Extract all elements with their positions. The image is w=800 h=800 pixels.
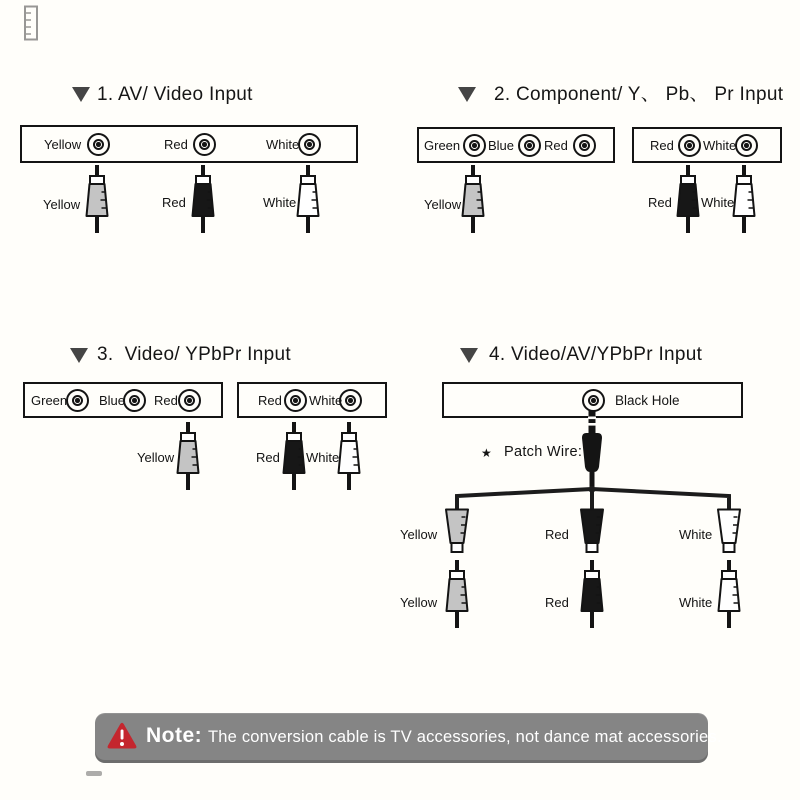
plug-label: Red xyxy=(256,450,280,465)
rca-jack-icon xyxy=(518,134,541,157)
section-4-title: 4. Video/AV/YPbPr Input xyxy=(489,344,703,365)
rca-jack-icon xyxy=(87,133,110,156)
jack-label: White xyxy=(266,137,300,152)
patch-wire-label: Patch Wire: xyxy=(504,444,583,460)
component-input-panel xyxy=(417,127,615,163)
jack-label: Green xyxy=(31,393,68,408)
jack-label: White xyxy=(309,393,343,408)
rca-jack-icon xyxy=(735,134,758,157)
male-label: Yellow xyxy=(400,595,438,610)
rca-female-red-icon xyxy=(577,508,607,554)
rca-jack-icon xyxy=(463,134,486,157)
rca-plug-red-icon xyxy=(279,422,309,490)
jack-label: Red xyxy=(154,393,178,408)
rca-female-yellow-icon xyxy=(442,508,472,554)
scan-smudge xyxy=(86,771,102,776)
jack-label: Yellow xyxy=(44,137,82,152)
jack-label: Black Hole xyxy=(615,393,680,408)
section-1-title: 1. AV/ Video Input xyxy=(97,84,253,105)
section-3-title: 3. Video/ YPbPr Input xyxy=(97,344,291,365)
rca-plug-yellow-icon xyxy=(173,422,203,490)
rca-jack-icon xyxy=(123,389,146,412)
jack-label: Red xyxy=(544,138,568,153)
jack-label: Blue xyxy=(99,393,126,408)
rca-jack-icon xyxy=(178,389,201,412)
av-input-panel xyxy=(20,125,358,163)
section-marker-icon xyxy=(460,348,478,363)
rca-plug-red-icon xyxy=(673,165,703,233)
rca-female-white-icon xyxy=(714,508,744,554)
jack-label: White xyxy=(703,138,737,153)
plug-label: White xyxy=(263,195,297,210)
male-label: White xyxy=(679,595,713,610)
rca-jack-icon xyxy=(678,134,701,157)
female-label: Yellow xyxy=(400,527,438,542)
female-label: White xyxy=(679,527,713,542)
rca-jack-icon xyxy=(573,134,596,157)
plug-label: Red xyxy=(162,195,186,210)
star-icon: ★ xyxy=(481,446,492,460)
plug-label: White xyxy=(306,450,340,465)
ypbpr-input-panel xyxy=(23,382,223,418)
plug-label: Yellow xyxy=(137,450,175,465)
jack-label: Red xyxy=(164,137,188,152)
rca-jack-icon xyxy=(193,133,216,156)
jack-label: Red xyxy=(258,393,282,408)
rca-jack-icon xyxy=(284,389,307,412)
rca-plug-white-icon xyxy=(714,560,744,628)
rca-plug-red-icon xyxy=(188,165,218,233)
plug-label: Yellow xyxy=(43,197,81,212)
section-marker-icon xyxy=(72,87,90,102)
plug-label: White xyxy=(701,195,735,210)
male-label: Red xyxy=(545,595,569,610)
rca-jack-icon xyxy=(339,389,362,412)
note-bar xyxy=(95,713,722,763)
plug-label: Red xyxy=(648,195,672,210)
section-marker-icon xyxy=(458,87,476,102)
jack-label: Red xyxy=(650,138,674,153)
audio-input-panel xyxy=(237,382,387,418)
rca-jack-icon xyxy=(298,133,321,156)
rca-plug-yellow-icon xyxy=(82,165,112,233)
rca-jack-icon xyxy=(582,389,605,412)
note-text: The conversion cable is TV accessories, not dance mat accessories. xyxy=(208,728,722,746)
section-2-title: 2. Component/ Y、 Pb、 Pr Input xyxy=(494,84,784,105)
mini-plug-icon xyxy=(579,410,605,492)
jack-label: Green xyxy=(424,138,461,153)
jack-label: Blue xyxy=(488,138,515,153)
note-label: Note: xyxy=(146,724,203,747)
rca-plug-white-icon xyxy=(293,165,323,233)
plug-label: Yellow xyxy=(424,197,462,212)
rca-plug-yellow-icon xyxy=(458,165,488,233)
rca-plug-red-icon xyxy=(577,560,607,628)
warning-icon xyxy=(106,721,138,751)
audio-input-panel xyxy=(632,127,782,163)
ruler-icon xyxy=(21,5,41,43)
section-marker-icon xyxy=(70,348,88,363)
female-label: Red xyxy=(545,527,569,542)
rca-plug-yellow-icon xyxy=(442,560,472,628)
rca-jack-icon xyxy=(66,389,89,412)
